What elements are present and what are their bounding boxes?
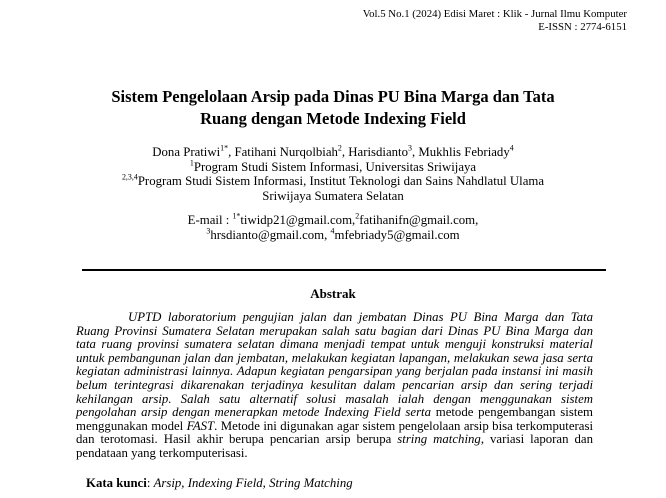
paper-title-line2: Ruang dengan Metode Indexing Field (200, 109, 466, 128)
section-divider-rule (82, 269, 606, 271)
email-block (0, 213, 666, 242)
journal-eissn-line: E-ISSN : 2774-6151 (538, 21, 627, 33)
affiliation-line-3: Sriwijaya Sumatera Selatan (262, 188, 404, 203)
email-line-1: E-mail : $^{1*}$tiwidp21@gmail.com,$^2$fatihanifn@gmail.com, (187, 211, 479, 227)
paper-title (0, 86, 666, 130)
affiliation-line-1: $^1$Program Studi Sistem Informasi, Universitas Sriwijaya (189, 158, 477, 174)
keywords-line: Kata kunci: Arsip, Indexing Field, String Matching (86, 475, 353, 490)
abstract-paragraph: UPTD laboratorium pengujian jalan dan jembatan Dinas PU Bina Marga dan Tata Ruang Provinsi Sumatera Selatan merupakan salah satu bagian dari Dinas PU Bina Marga dan tata ruang provinsi sumatera selatan dimana menjadi tempat untuk menguji konstruksi material untuk pembangunan jalan dan jembatan, melakukan kegiatan lapangan, melakukan sewa jasa serta kegiatan administrasi lainnya. Adapun kegiatan pengarsipan yang berjalan pada instansi ini masih belum terintegrasi dikarenakan terjadinya kesulitan dalam pencarian arsip dan sering terjadi kehilangan arsip. Salah satu alternatif solusi masalah ialah dengan menggunakan sistem pengolahan arsip dengan menerapkan metode Indexing Field serta metode pengembangan sistem menggunakan model FAST. Metode ini digunakan agar sistem pengelolaan arsip bisa terkomputerasi dan terotomasi. Hasil akhir berupa pencarian arsip berupa string matching, variasi laporan dan pendataan yang terkomputerisasi. (76, 310, 594, 460)
paper-title-line1: Sistem Pengelolaan Arsip pada Dinas PU Bina Marga dan Tata (111, 87, 555, 106)
email-line-2: $^3$hrsdianto@gmail.com, $^4$mfebriady5@gmail.com (206, 226, 460, 242)
affiliation-line-2: $^{2,3,4}$Program Studi Sistem Informasi, Institut Teknologi dan Sains Nahdlatul Ulama (121, 172, 545, 188)
journal-header (0, 0, 666, 34)
journal-volume-line: Vol.5 No.1 (2024) Edisi Maret : Klik - Jurnal Ilmu Komputer (362, 8, 627, 20)
abstract-heading: Abstrak (310, 286, 356, 301)
author-block (0, 145, 666, 242)
authors-line: Dona Pratiwi$^{1*}$, Fatihani Nurqolbiah$^2$, Harisdianto$^3$, Mukhlis Febriady$^4$ (152, 143, 514, 159)
